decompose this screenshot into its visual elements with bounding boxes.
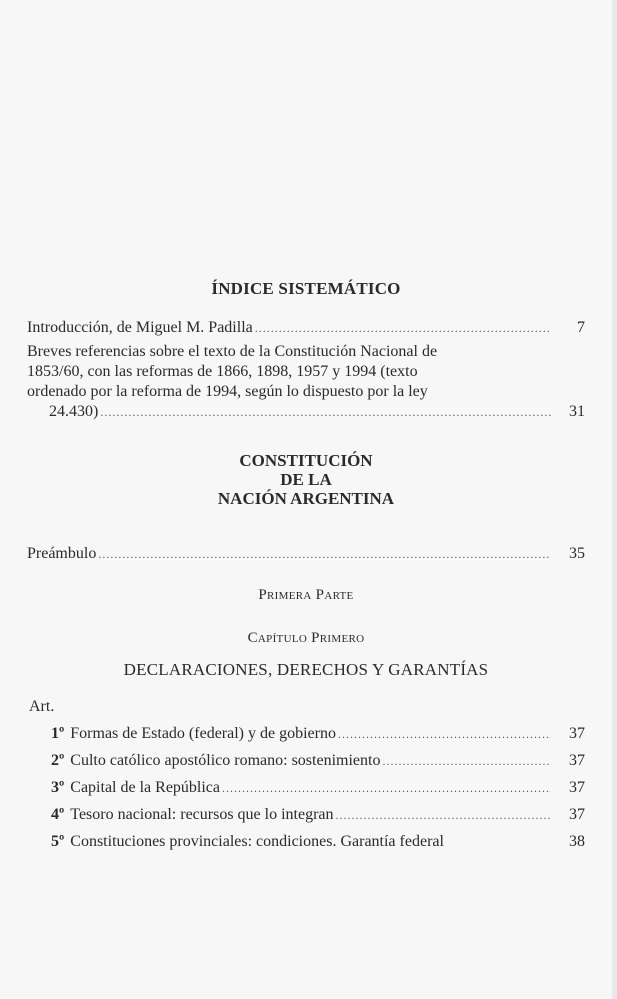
toc-page-number: 38 [569,833,585,850]
constitution-title-line: CONSTITUCIÓN [239,451,373,470]
article-number: 1º [51,725,65,742]
toc-entry-line: 1853/60, con las reformas de 1866, 1898, 1957 y 1994 (texto [27,363,418,380]
toc-page-number: 37 [569,779,585,796]
constitution-title [27,451,585,508]
article-title: Capital de la República [70,779,221,796]
toc-entry-introduccion [27,318,585,338]
article-label: Art. [29,698,55,715]
toc-page-number: 37 [569,806,585,823]
dot-leader [98,544,551,564]
toc-article-entry [51,805,585,825]
toc-entry-line: Breves referencias sobre el texto de la Constitución Nacional de [27,343,438,360]
toc-article-entry [51,751,585,771]
dot-leader [222,778,551,798]
article-title: Tesoro nacional: recursos que lo integran [70,806,334,823]
dot-leader [255,318,551,338]
toc-entry-preambulo [27,544,585,564]
toc-article-entry [51,832,585,852]
toc-page-number: 31 [569,403,585,420]
toc-entry-line: 24.430) [49,403,99,420]
toc-page-number: 37 [569,725,585,742]
constitution-title-line: DE LA [280,470,332,489]
constitution-title-line: NACIÓN ARGENTINA [217,489,395,508]
toc-page-number: 7 [577,319,585,336]
part-heading: Primera Parte [258,587,354,603]
article-number: 4º [51,806,65,823]
article-number: 3º [51,779,65,796]
dot-leader [100,402,551,422]
article-list [27,724,585,852]
chapter-heading: Capítulo Primero [247,630,365,646]
index-title: ÍNDICE SISTEMÁTICO [211,279,401,298]
dot-leader [382,751,551,771]
article-title: Formas de Estado (federal) y de gobierno [70,725,336,742]
dot-leader [338,724,551,744]
article-title: Culto católico apostólico romano: sostenimiento [70,752,381,769]
toc-entry-text: Preámbulo [27,545,97,562]
toc-entry-line: ordenado por la reforma de 1994, según lo dispuesto por la ley [27,383,428,400]
article-number: 5º [51,833,65,850]
toc-entry-breves-referencias [27,342,585,422]
toc-article-entry [51,724,585,744]
dot-leader [336,805,551,825]
index-content [27,279,585,859]
section-heading: DECLARACIONES, DERECHOS Y GARANTÍAS [123,660,489,679]
toc-article-entry [51,778,585,798]
toc-page-number: 35 [569,545,585,562]
toc-entry-text: Introducción, de Miguel M. Padilla [27,319,253,336]
toc-page-number: 37 [569,752,585,769]
article-number: 2º [51,752,65,769]
article-title: Constituciones provinciales: condiciones. Garantía federal [70,833,444,850]
